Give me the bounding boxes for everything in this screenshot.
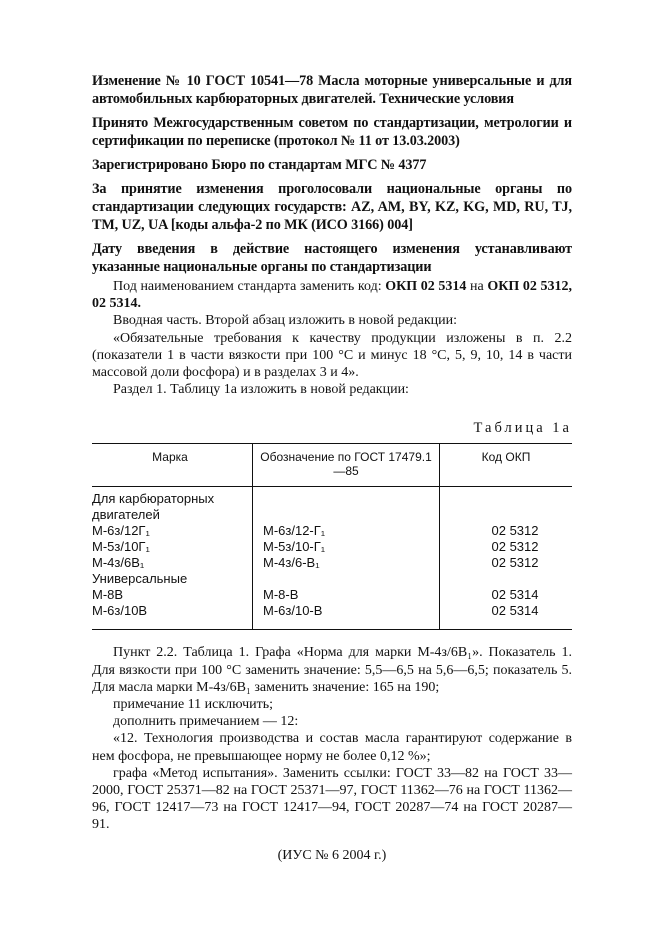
designation-cell: М-8-В bbox=[253, 587, 440, 603]
table-group-row bbox=[92, 571, 572, 587]
old-code: ОКП 02 5314 bbox=[385, 279, 467, 294]
section-1-paragraph: Раздел 1. Таблицу 1а изложить в новой редакции: bbox=[113, 382, 409, 398]
registration-note: Зарегистрировано Бюро по стандартам МГС № 4377 bbox=[92, 157, 427, 173]
voting-states-note: За принятие изменения проголосовали национальные органы по стандартизации следующих государств: AZ, AM, BY, KZ, KG, MD, RU, TJ, TM, UZ, UA [коды альфа-2 по МК (ИСО 3166) 004] bbox=[92, 181, 572, 233]
header-designation: Обозначение по ГОСТ 17479.1—85 bbox=[253, 444, 440, 487]
designation-cell: М-6з/12-Г₁ bbox=[253, 523, 440, 539]
mark-cell: М-4з/6В₁ bbox=[92, 555, 145, 571]
designation-cell: М-4з/6-В₁ bbox=[253, 555, 440, 571]
mark-cell: М-8В bbox=[92, 587, 124, 603]
group-carburetor: Для карбюраторных двигателей bbox=[92, 491, 215, 523]
source-reference: (ИУС № 6 2004 г.) bbox=[277, 847, 387, 863]
table-header-row bbox=[92, 444, 572, 487]
header-mark: Марка bbox=[92, 444, 253, 487]
clause-2-2-paragraph: Пункт 2.2. Таблица 1. Графа «Норма для марки М-4з/6В₁». Показатель 1. Для вязкости при 100 °С заменить значение: 5,5—6,5 на 5,6—6,5; показатель 5. Для масла марки М-4з/6В₁ заменить значение: 165 на 190; bbox=[92, 645, 572, 695]
table-caption: Таблица 1а bbox=[473, 420, 572, 437]
group-universal: Универсальные bbox=[92, 571, 188, 587]
note-12-intro: дополнить примечанием — 12: bbox=[113, 714, 299, 730]
table-row bbox=[92, 603, 572, 630]
oil-grades-table bbox=[92, 443, 572, 630]
code-cell: 02 5312 bbox=[440, 523, 573, 539]
note-12-text: «12. Технология производства и состав масла гарантируют содержание в нем фосфора, не превышающее норму не более 0,12 %»; bbox=[92, 731, 572, 764]
code-cell: 02 5314 bbox=[440, 587, 573, 603]
table-row bbox=[92, 539, 572, 555]
adoption-note: Принято Межгосударственным советом по стандартизации, метрологии и сертификации по переписке (протокол № 11 от 13.03.2003) bbox=[92, 115, 572, 149]
note-11-paragraph: примечание 11 исключить; bbox=[113, 697, 273, 713]
code-cell: 02 5314 bbox=[440, 603, 573, 630]
requirements-quote: «Обязательные требования к качеству продукции изложены в п. 2.2 (показатели 1 в части вязкости при 100 °С и минус 18 °С, 5, 9, 10, 14 в части массовой доли фосфора) и в разделах 3 и 4». bbox=[92, 330, 572, 381]
table-row bbox=[92, 555, 572, 571]
document-page bbox=[92, 72, 572, 864]
code-cell: 02 5312 bbox=[440, 539, 573, 555]
intro-paragraph: Вводная часть. Второй абзац изложить в новой редакции: bbox=[113, 313, 457, 329]
amendment-title: Изменение № 10 ГОСТ 10541—78 Масла моторные универсальные и для автомобильных карбюраторных двигателей. Технические условия bbox=[92, 73, 572, 107]
mark-cell: М-6з/12Г₁ bbox=[92, 523, 150, 539]
code-replacement-mid: на bbox=[466, 279, 488, 294]
code-cell: 02 5312 bbox=[440, 555, 573, 571]
table-row bbox=[92, 523, 572, 539]
code-replacement-paragraph bbox=[92, 278, 572, 312]
test-method-paragraph: графа «Метод испытания». Заменить ссылки: ГОСТ 33—82 на ГОСТ 33—2000, ГОСТ 25371—82 на ГОСТ 25371—97, ГОСТ 11362—76 на ГОСТ 11362—96, ГОСТ 12417—73 на ГОСТ 12417—94, ГОСТ 20287—74 на ГОСТ 20287—91. bbox=[92, 765, 572, 833]
designation-cell: М-6з/10-В bbox=[253, 603, 440, 630]
new-code: ОКП 02 5312, 02 5314. bbox=[92, 279, 572, 312]
header-okp-code: Код ОКП bbox=[440, 444, 573, 487]
table-row bbox=[92, 587, 572, 603]
effective-date-note: Дату введения в действие настоящего изменения устанавливают указанные национальные органы по стандартизации bbox=[92, 241, 572, 275]
mark-cell: М-5з/10Г₁ bbox=[92, 539, 150, 555]
table-group-row bbox=[92, 487, 572, 524]
code-replacement-prefix: Под наименованием стандарта заменить код: bbox=[113, 279, 386, 294]
mark-cell: М-6з/10В bbox=[92, 603, 253, 630]
designation-cell: М-5з/10-Г₁ bbox=[253, 539, 440, 555]
